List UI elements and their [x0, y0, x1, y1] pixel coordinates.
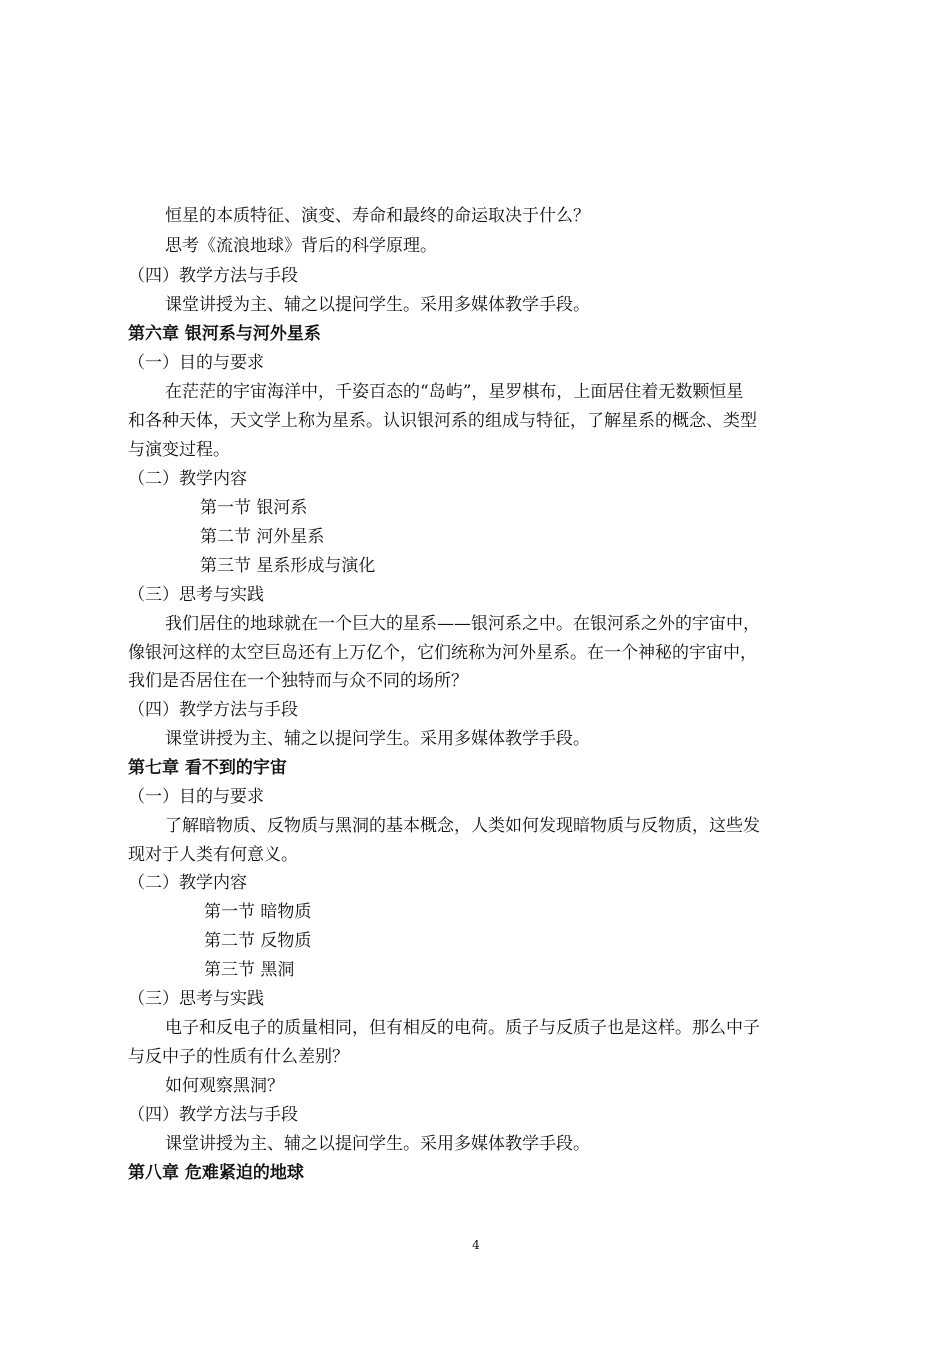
- text-line: 与反中子的性质有什么差别？: [128, 1047, 349, 1067]
- chapter-heading: 第七章 看不到的宇宙: [128, 758, 287, 778]
- section-item: 第三节 星系形成与演化: [200, 556, 376, 576]
- section-item: 第一节 银河系: [200, 498, 308, 518]
- text-line: 与演变过程。: [128, 440, 230, 460]
- subheading: （二）教学内容: [128, 873, 247, 893]
- chapter-heading: 第八章 危难紧迫的地球: [128, 1163, 304, 1183]
- subheading: （一）目的与要求: [128, 787, 264, 807]
- section-item: 第三节 黑洞: [204, 960, 295, 980]
- text-line: 电子和反电子的质量相同，但有相反的电荷。质子与反质子也是这样。那么中子: [165, 1018, 760, 1038]
- subheading: （三）思考与实践: [128, 989, 264, 1009]
- subheading: （四）教学方法与手段: [128, 266, 298, 286]
- subheading: （四）教学方法与手段: [128, 700, 298, 720]
- section-item: 第二节 河外星系: [200, 527, 325, 547]
- text-line: 思考《流浪地球》背后的科学原理。: [165, 236, 437, 256]
- subheading: （一）目的与要求: [128, 353, 264, 373]
- text-line: 课堂讲授为主、辅之以提问学生。采用多媒体教学手段。: [165, 295, 590, 315]
- text-line: 和各种天体，天文学上称为星系。认识银河系的组成与特征，了解星系的概念、类型: [128, 411, 757, 431]
- text-line: 像银河这样的太空巨岛还有上万亿个，它们统称为河外星系。在一个神秘的宇宙中，: [128, 643, 757, 663]
- subheading: （四）教学方法与手段: [128, 1105, 298, 1125]
- text-line: 在茫茫的宇宙海洋中，千姿百态的“岛屿”，星罗棋布，上面居住着无数颗恒星: [165, 382, 744, 402]
- text-line: 课堂讲授为主、辅之以提问学生。采用多媒体教学手段。: [165, 729, 590, 749]
- section-item: 第二节 反物质: [204, 931, 312, 951]
- text-line: 恒星的本质特征、演变、寿命和最终的命运取决于什么？: [165, 206, 590, 226]
- subheading: （三）思考与实践: [128, 585, 264, 605]
- section-item: 第一节 暗物质: [204, 902, 312, 922]
- text-line: 我们居住的地球就在一个巨大的星系——银河系之中。在银河系之外的宇宙中，: [165, 614, 760, 634]
- page-number: 4: [472, 1238, 480, 1252]
- chapter-heading: 第六章 银河系与河外星系: [128, 324, 321, 344]
- text-line: 如何观察黑洞？: [165, 1076, 284, 1096]
- subheading: （二）教学内容: [128, 469, 247, 489]
- text-line: 现对于人类有何意义。: [128, 845, 298, 865]
- text-line: 我们是否居住在一个独特而与众不同的场所？: [128, 671, 468, 691]
- text-line: 课堂讲授为主、辅之以提问学生。采用多媒体教学手段。: [165, 1134, 590, 1154]
- text-line: 了解暗物质、反物质与黑洞的基本概念，人类如何发现暗物质与反物质，这些发: [165, 816, 760, 836]
